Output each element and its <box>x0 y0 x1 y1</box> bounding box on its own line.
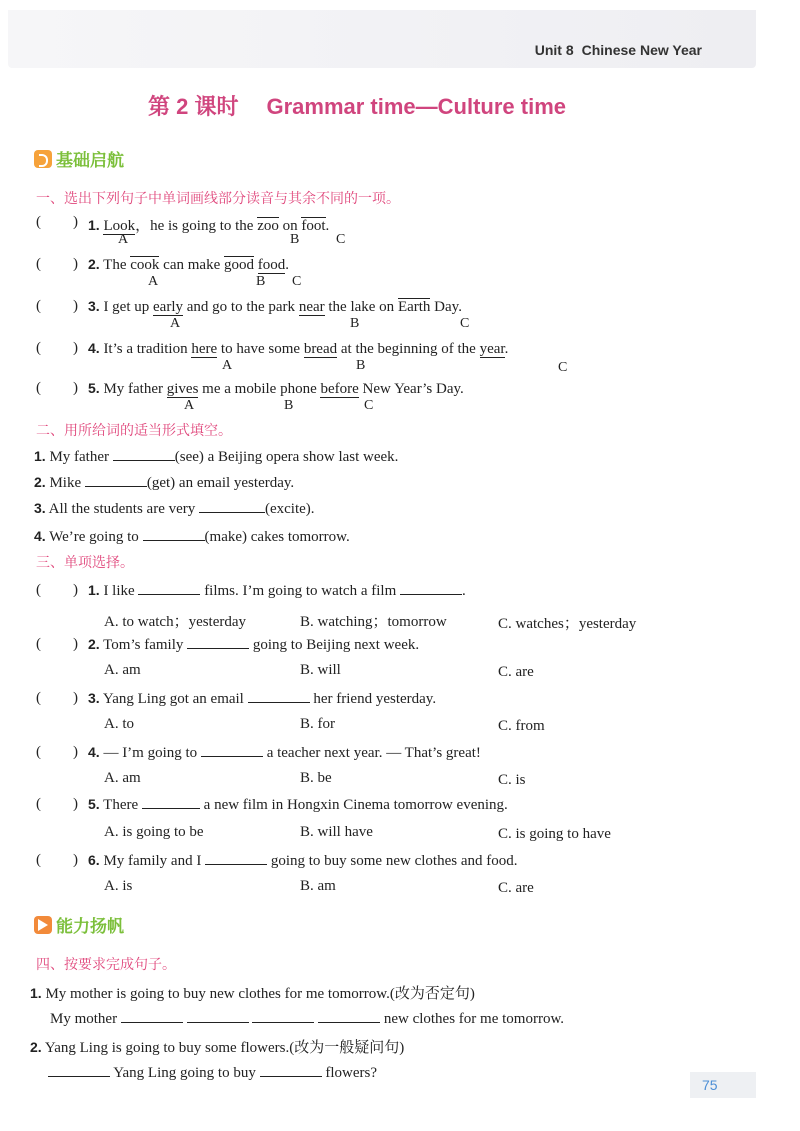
fill-blank[interactable] <box>113 448 175 461</box>
part3-heading: 三、单项选择。 <box>36 555 134 571</box>
unit-title: Chinese New Year <box>581 42 702 58</box>
letter-a: A <box>148 274 159 289</box>
option-c: C. are <box>498 880 534 896</box>
fill-blank[interactable] <box>400 582 462 595</box>
fill-blank[interactable] <box>143 528 205 541</box>
option-a: A. am <box>104 662 141 678</box>
answer-paren: ( ) <box>36 380 78 396</box>
p3-item-1: 1. I like films. I’m going to watch a film . <box>88 582 466 599</box>
header-band <box>8 10 756 68</box>
p4-question-2: 2. Yang Ling is going to buy some flowers.(改为一般疑问句) <box>30 1039 405 1056</box>
fill-blank[interactable] <box>201 744 263 757</box>
option-a: A. is going to be <box>104 824 204 840</box>
p3-item-5: 5. There a new film in Hongxin Cinema tomorrow evening. <box>88 796 508 813</box>
fill-blank[interactable] <box>318 1010 380 1023</box>
p1-item-3: 3. I get up early and go to the park near the lake on Earth Day. <box>88 298 462 315</box>
answer-paren: ( ) <box>36 744 78 760</box>
option-b: B. for <box>300 716 335 732</box>
fill-blank[interactable] <box>85 474 147 487</box>
part1-heading: 一、选出下列句子中单词画线部分读音与其余不同的一项。 <box>36 191 400 207</box>
option-a: A. to <box>104 716 134 732</box>
p4-answer-1: My mother new clothes for me tomorrow. <box>50 1011 565 1027</box>
letter-c: C <box>558 360 568 375</box>
letter-b: B <box>350 316 360 331</box>
p2-item-1: 1. My father (see) a Beijing opera show last week. <box>34 448 399 465</box>
option-a: A. is <box>104 878 133 894</box>
lesson-number: 第 2 课时 <box>148 94 239 119</box>
fill-blank[interactable] <box>252 1010 314 1023</box>
option-c: C. from <box>498 718 545 734</box>
answer-paren: ( ) <box>36 852 78 868</box>
option-c: C. watches；yesterday <box>498 616 637 632</box>
option-b: B. will <box>300 662 341 678</box>
letter-c: C <box>364 398 374 413</box>
p1-item-1: 1. Look，he is going to the zoo on foot. <box>88 217 330 234</box>
option-b: B. be <box>300 770 332 786</box>
p1-item-4: 4. It’s a tradition here to have some bread at the beginning of the year. <box>88 340 509 357</box>
letter-a: A <box>118 232 129 247</box>
p4-answer-2: Yang Ling going to buy flowers? <box>48 1064 377 1082</box>
answer-paren: ( ) <box>36 582 78 598</box>
answer-paren: ( ) <box>36 690 78 706</box>
p3-item-4: 4. — I’m going to a teacher next year. — That’s great! <box>88 744 481 761</box>
unit-number: Unit 8 <box>534 42 574 58</box>
letter-b: B <box>284 398 294 413</box>
header-unit-label <box>535 42 702 58</box>
option-a: A. am <box>104 770 141 786</box>
p2-item-3: 3. All the students are very (excite). <box>34 500 315 517</box>
fill-blank[interactable] <box>187 1010 249 1023</box>
option-b: B. am <box>300 878 336 894</box>
lesson-title <box>148 90 566 121</box>
p3-item-3: 3. Yang Ling got an email her friend yesterday. <box>88 690 437 707</box>
fill-blank[interactable] <box>138 582 200 595</box>
fill-blank[interactable] <box>187 636 249 649</box>
fill-blank[interactable] <box>205 852 267 865</box>
fill-blank[interactable] <box>142 796 200 809</box>
letter-b: B <box>290 232 300 247</box>
p3-item-2: 2. Tom’s family going to Beijing next week. <box>88 636 420 653</box>
p2-item-4: 4. We’re going to (make) cakes tomorrow. <box>34 528 350 545</box>
fill-blank[interactable] <box>121 1010 183 1023</box>
part4-heading: 四、按要求完成句子。 <box>36 957 176 973</box>
letter-c: C <box>336 232 346 247</box>
ear-icon <box>34 150 52 168</box>
lesson-subtitle: Grammar time—Culture time <box>266 94 566 119</box>
answer-paren: ( ) <box>36 256 78 272</box>
option-a: A. to watch；yesterday <box>104 614 247 630</box>
letter-b: B <box>256 274 266 289</box>
fill-blank[interactable] <box>260 1064 322 1077</box>
p2-item-2: 2. Mike (get) an email yesterday. <box>34 474 295 491</box>
section-ability <box>34 912 124 937</box>
option-c: C. are <box>498 664 534 680</box>
option-c: C. is <box>498 772 526 788</box>
letter-b: B <box>356 358 366 373</box>
option-b: B. watching；tomorrow <box>300 614 447 630</box>
option-c: C. is going to have <box>498 826 611 842</box>
letter-a: A <box>184 398 195 413</box>
answer-paren: ( ) <box>36 340 78 356</box>
answer-paren: ( ) <box>36 298 78 314</box>
p4-question-1: 1. My mother is going to buy new clothes for me tomorrow.(改为否定句) <box>30 985 475 1002</box>
answer-paren: ( ) <box>36 796 78 812</box>
letter-a: A <box>170 316 181 331</box>
letter-c: C <box>460 316 470 331</box>
letter-c: C <box>292 274 302 289</box>
fill-blank[interactable] <box>48 1064 110 1077</box>
p1-item-5: 5. My father gives me a mobile phone before New Year’s Day. <box>88 380 464 397</box>
sail-icon <box>34 916 52 934</box>
answer-paren: ( ) <box>36 636 78 652</box>
section-basic-label: 基础启航 <box>56 151 124 171</box>
fill-blank[interactable] <box>199 500 265 513</box>
answer-paren: ( ) <box>36 214 78 230</box>
section-ability-label: 能力扬帆 <box>56 917 124 937</box>
letter-a: A <box>222 358 233 373</box>
p1-item-2: 2. The cook can make good food. <box>88 256 289 273</box>
page-number: 75 <box>690 1072 756 1098</box>
fill-blank[interactable] <box>248 690 310 703</box>
option-b: B. will have <box>300 824 373 840</box>
p3-item-6: 6. My family and I going to buy some new clothes and food. <box>88 852 518 869</box>
part2-heading: 二、用所给词的适当形式填空。 <box>36 423 232 439</box>
section-basic <box>34 146 124 171</box>
